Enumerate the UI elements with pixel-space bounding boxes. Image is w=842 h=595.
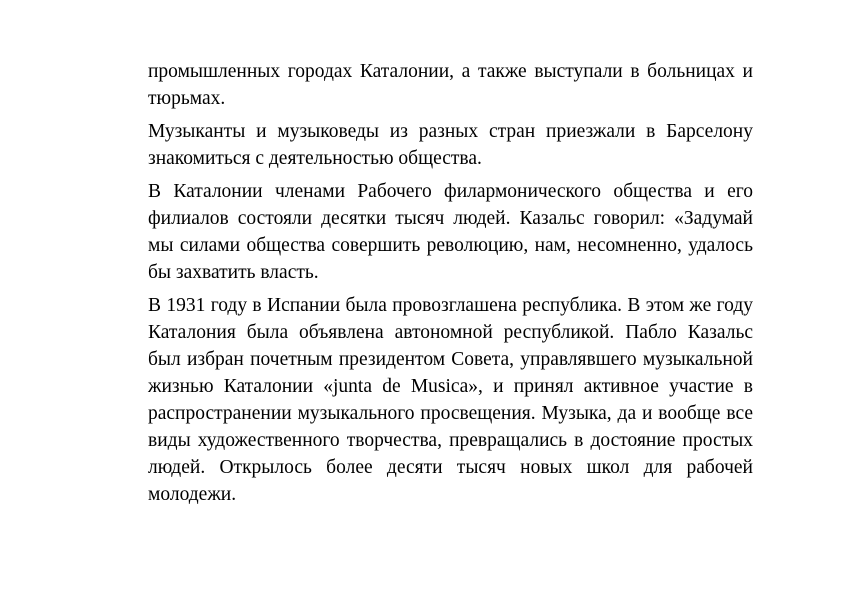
paragraph-2: Музыканты и музыковеды из разных стран приезжали в Барселону знакомиться с деятельностью общества. bbox=[148, 121, 753, 169]
paragraph-3: В Каталонии членами Рабочего филармонического общества и его филиалов состояли десятки тысяч людей. Казальс говорил: «Задумай мы силами общества совершить революцию, нам, несомненно, удалось бы захватить власть. bbox=[148, 181, 753, 283]
paragraph-4: В 1931 году в Испании была провозглашена республика. В этом же году Каталония была объявлена автономной республикой. Пабло Казальс был избран почетным президентом Совета, управлявшего музыкальной жизнью Каталонии «junta de Musica», и принял активное участие в распространении музыкального просвещения. Музыка, да и вообще все виды художественного творчества, превращались в достояние простых людей. Открылось более десяти тысяч новых школ для рабочей молодежи. bbox=[148, 295, 753, 505]
document-body bbox=[148, 58, 753, 514]
paragraph-1: промышленных городах Каталонии, а также выступали в больницах и тюрьмах. bbox=[148, 61, 753, 109]
